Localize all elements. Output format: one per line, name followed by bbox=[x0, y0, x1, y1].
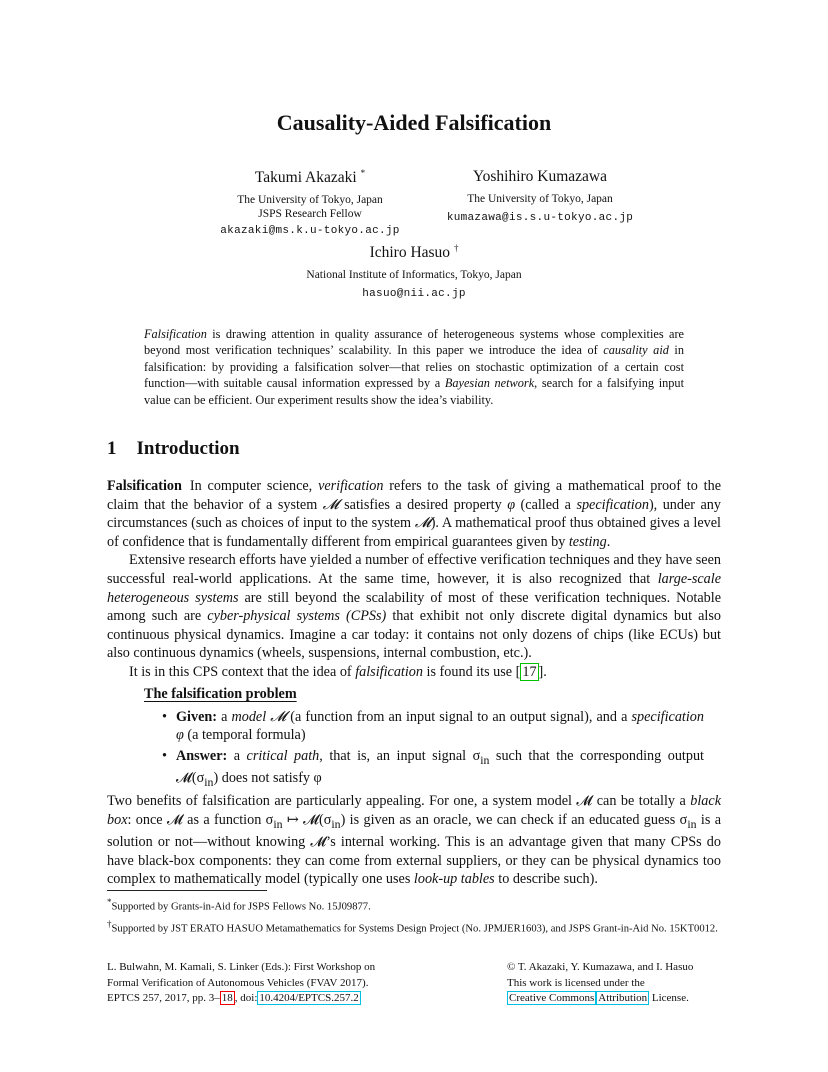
bullet-icon: • bbox=[162, 747, 167, 764]
falsification-problem bbox=[144, 685, 704, 794]
footnote-divider bbox=[107, 890, 267, 891]
author-affiliation-2: The University of Tokyo, Japan bbox=[467, 193, 613, 205]
publication-info: L. Bulwahn, M. Kamali, S. Linker (Eds.): First Workshop on Formal Verification of Autonomous Vehicles (FVAV 2017). EPTCS 257, 2017, pp. 3– 18 , doi: 10.4204/EPTCS.257.2 bbox=[107, 961, 376, 1004]
author-affiliation-3: National Institute of Informatics, Tokyo, Japan bbox=[306, 269, 522, 282]
paragraph-1: Falsification In computer science, verification refers to the task of giving a mathematical proof to the claim that the behavior of a system 𝓜 satisfies a desired property φ (called a specification), under any circumstances (such as choices of input to the system 𝓜). A mathematical proof thus obtained gives a level of confidence that is fundamentally different from empirical guarantees given by testing. bbox=[107, 478, 722, 550]
paragraph-3: It is in this CPS context that the idea of falsification is found its use [ 17 ]. bbox=[129, 663, 547, 680]
creative-commons-link[interactable]: Creative Commons bbox=[509, 992, 595, 1004]
paragraph-4: Two benefits of falsification are particularly appealing. For one, a system model 𝓜 can be totally a black box: once 𝓜 as a function $\sigma_{in}$ ↦ $𝓜(\sigma_{in})$ is given as an oracle, we can check if an educated guess $\sigma_{in}$ is a solution or not—without knowing 𝓜’s internal working. This is an advantage given that many CPSs do have black-box components: they can come from external suppliers, or they can be physical dynamics too complex to mathematically model (typically one uses look-up tables to describe such). bbox=[107, 793, 721, 888]
author-email-2: kumazawa@is.s.u-tokyo.ac.jp bbox=[446, 212, 634, 224]
page-link[interactable]: 18 bbox=[221, 992, 233, 1004]
bullet-icon: • bbox=[162, 708, 167, 725]
author-email-3: hasuo@nii.ac.jp bbox=[362, 288, 466, 301]
problem-title: The falsification problem bbox=[144, 686, 297, 702]
citation-link[interactable]: 17 bbox=[522, 663, 537, 680]
author-name-3: Ichiro Hasuo † bbox=[369, 243, 459, 262]
author-block-2 bbox=[420, 168, 660, 224]
footnote-2: †Supported by JST ERATO HASUO Metamathematics for Systems Design Project (No. JPMJER1603), and JSPS Grant-in-Aid No. 15KT0012. bbox=[107, 918, 718, 935]
author-name-1: Takumi Akazaki * bbox=[254, 168, 366, 187]
author-block-1 bbox=[190, 168, 430, 237]
intro-paragraphs bbox=[107, 477, 721, 682]
section-heading: 1 Introduction bbox=[107, 438, 240, 459]
abstract: Falsification is drawing attention in quality assurance of heterogeneous systems whose complexities are beyond most verification techniques’ scalability. In this paper we introduce the idea of causality aid in falsification: by providing a falsification solver—that relies on stochastic optimization of a certain cost function—with suitable causal information expressed by a Bayesian network, search for a falsifying input value can be efficient. Our experiment results show the idea’s viability. bbox=[144, 327, 684, 407]
list-item-answer: • Answer: a critical path, that is, an input signal $\sigma_{in}$ such that the corresponding output $𝓜(\sigma_{in})$ does not satisfy φ bbox=[162, 747, 704, 790]
attribution-link[interactable]: Attribution bbox=[598, 992, 648, 1004]
license-info: © T. Akazaki, Y. Kumazawa, and I. Hasuo This work is licensed under the Creative Commons Attribution License. bbox=[507, 960, 737, 1007]
list-item-given: • Given: a model 𝓜 (a function from an input signal to an output signal), and a specification φ (a temporal formula) bbox=[162, 708, 704, 744]
author-affiliation-1: The University of Tokyo, Japan JSPS Research Fellow bbox=[237, 194, 383, 221]
problem-list bbox=[144, 708, 704, 792]
doi-link[interactable]: 10.4204/EPTCS.257.2 bbox=[259, 992, 359, 1004]
footnotes bbox=[107, 895, 721, 938]
paragraph-4-block bbox=[107, 792, 721, 889]
author-name-2: Yoshihiro Kumazawa bbox=[472, 168, 608, 185]
author-email-1: akazaki@ms.k.u-tokyo.ac.jp bbox=[220, 225, 400, 238]
copyright-line: © T. Akazaki, Y. Kumazawa, and I. Hasuo bbox=[507, 961, 694, 973]
author-block-3 bbox=[264, 243, 564, 300]
paper-title: Causality-Aided Falsification bbox=[276, 110, 552, 135]
footnote-1: *Supported by Grants-in-Aid for JSPS Fellows No. 15J09877. bbox=[107, 897, 371, 913]
paragraph-2: Extensive research efforts have yielded a number of effective verification techniques and they have seen successful real-world applications. At the same time, however, it is also recognized that large-scale heterogeneous systems are still beyond the scalability of most of these verification techniques. Notable among such are cyber-physical systems (CPSs) that exhibit not only discrete digital dynamics but also continuous physical dynamics. Imagine a car today: it contains not only dozens of chips (like ECUs) but also continuous dynamics (wheels, suspensions, internal combustion, etc.). bbox=[107, 552, 721, 662]
